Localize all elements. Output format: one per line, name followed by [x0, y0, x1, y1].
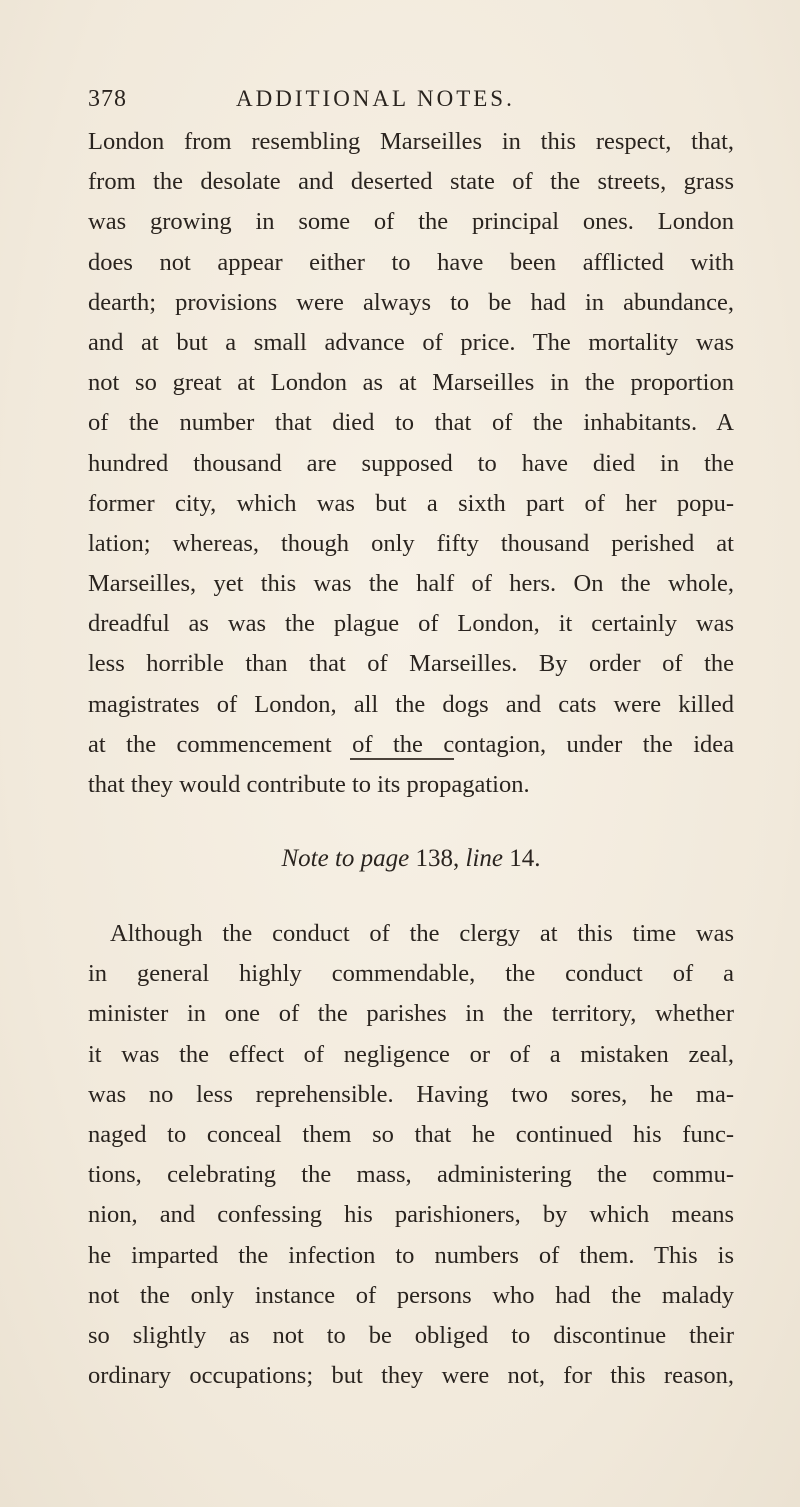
text-line: was growing in some of the principal ones. London	[88, 208, 734, 236]
text-line: ordinary occupations; but they were not, for this reason,	[88, 1362, 734, 1390]
text-line: he imparted the infection to numbers of them. This is	[88, 1241, 734, 1269]
text-line: less horrible than that of Marseilles. By order of the	[88, 650, 734, 678]
page-header	[88, 86, 728, 120]
note-heading-prefix: Note to page	[281, 845, 410, 872]
text-line: from the desolate and deserted state of the streets, grass	[88, 168, 734, 196]
text-line: that they would contribute to its propagation.	[88, 771, 530, 798]
text-line: at the commencement of the contagion, under the idea	[88, 730, 734, 758]
running-head: ADDITIONAL NOTES.	[236, 86, 515, 111]
text-line: not so great at London as at Marseilles in the proportion	[88, 369, 734, 397]
text-line: dreadful as was the plague of London, it certainly was	[88, 610, 734, 638]
text-line: not the only instance of persons who had the malady	[88, 1281, 734, 1309]
text-line: of the number that died to that of the inhabitants. A	[88, 409, 734, 437]
text-line: London from resembling Marseilles in this respect, that,	[88, 128, 734, 155]
text-line: dearth; provisions were always to be had in abundance,	[88, 288, 734, 316]
note-heading	[0, 845, 800, 873]
text-line: was no less reprehensible. Having two sores, he ma-	[88, 1080, 734, 1108]
note-heading-line-word: line	[465, 845, 503, 872]
text-line: Marseilles, yet this was the half of hers. On the whole,	[88, 570, 734, 598]
text-line: Although the conduct of the clergy at this time was	[110, 920, 734, 947]
text-line: lation; whereas, though only fifty thousand perished at	[88, 529, 734, 557]
paragraph-clergy	[88, 914, 734, 1396]
text-line: magistrates of London, all the dogs and cats were killed	[88, 690, 734, 718]
note-heading-page: 138,	[415, 845, 460, 872]
note-heading-line: 14.	[509, 845, 541, 872]
text-line: hundred thousand are supposed to have died in the	[88, 449, 734, 477]
text-line: minister in one of the parishes in the territory, whether	[88, 1000, 734, 1028]
text-line: nion, and confessing his parishioners, by which means	[88, 1201, 734, 1229]
text-line: it was the effect of negligence or of a mistaken zeal,	[88, 1040, 734, 1068]
paragraph-london-plague	[88, 122, 734, 805]
text-line: in general highly commendable, the conduct of a	[88, 960, 734, 988]
section-divider	[350, 758, 454, 760]
text-line: naged to conceal them so that he continued his func-	[88, 1120, 734, 1148]
text-line: former city, which was but a sixth part of her popu-	[88, 489, 734, 517]
text-line: and at but a small advance of price. The mortality was	[88, 328, 734, 356]
text-line: so slightly as not to be obliged to discontinue their	[88, 1321, 734, 1349]
page-number: 378	[88, 86, 127, 112]
text-line: tions, celebrating the mass, administering the commu-	[88, 1161, 734, 1189]
text-line: does not appear either to have been afflicted with	[88, 248, 734, 276]
